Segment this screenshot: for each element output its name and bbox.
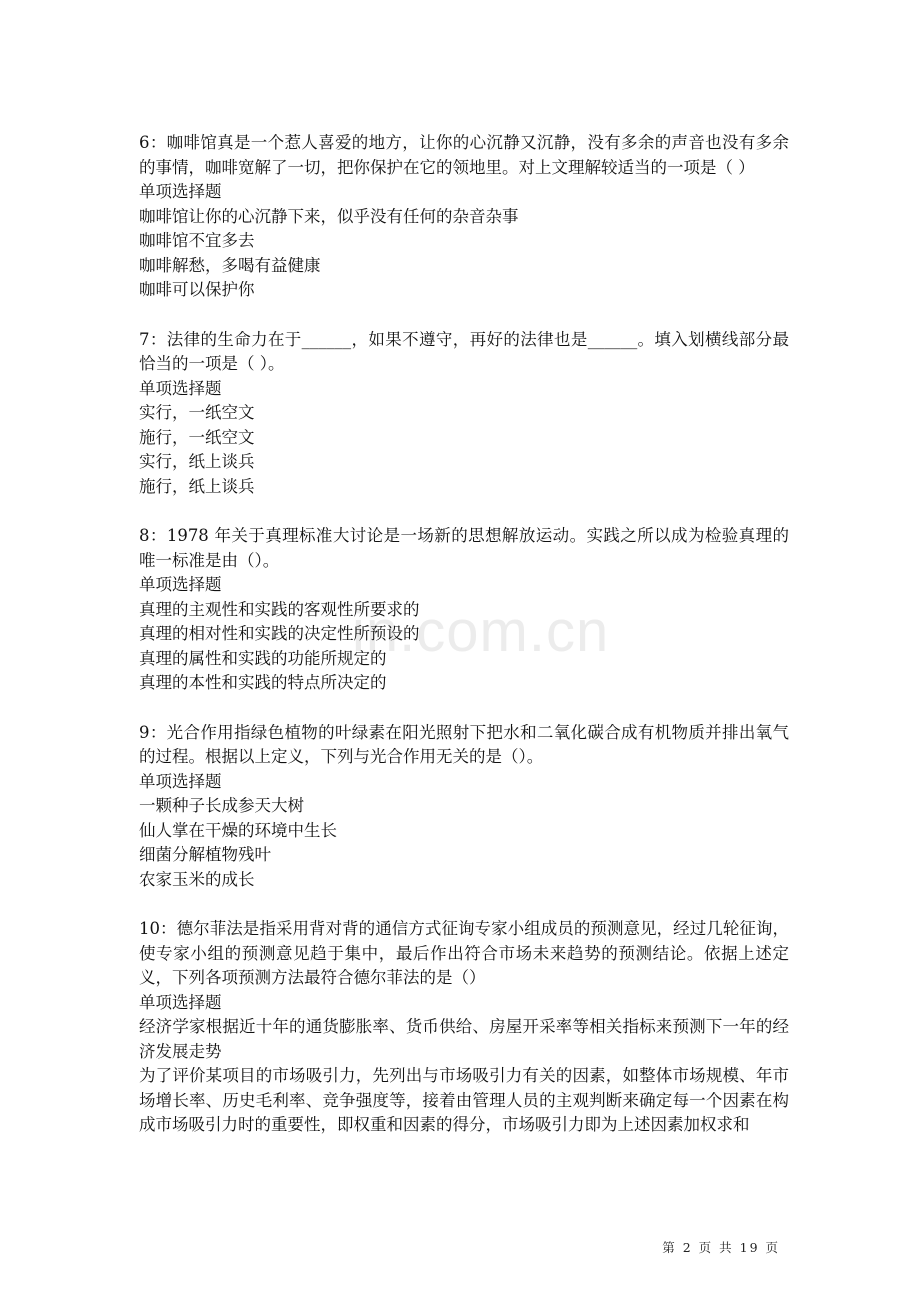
question-text: 10：德尔菲法是指采用背对背的通信方式征询专家小组成员的预测意见，经过几轮征询，使专家小组的预测意见趋于集中，最后作出符合市场未来趋势的预测结论。依据上述定义，下列各项预测方法最符合德尔菲法的是（） [139, 919, 789, 987]
option: 一颗种子长成参天大树 [139, 796, 304, 815]
question-text: 7：法律的生命力在于______，如果不遵守，再好的法律也是______。填入划横线部分最恰当的一项是（ ）。 [139, 329, 789, 373]
question-type: 单项选择题 [139, 182, 222, 201]
option: 真理的属性和实践的功能所规定的 [139, 648, 387, 668]
option: 实行，一纸空文 [139, 403, 255, 422]
option: 农家玉米的成长 [139, 869, 255, 889]
question-9 [139, 721, 789, 893]
option: 咖啡馆让你的心沉静下来，似乎没有任何的杂音杂事 [139, 206, 519, 226]
option: 施行，纸上谈兵 [139, 476, 255, 496]
option: 实行，纸上谈兵 [139, 452, 255, 471]
question-text: 8：1978 年关于真理标准大讨论是一场新的思想解放运动。实践之所以成为检验真理的唯一标准是由（）。 [139, 526, 789, 570]
option: 经济学家根据近十年的通货膨胀率、货币供给、房屋开采率等相关指标来预测下一年的经济发展走势 [139, 1017, 789, 1061]
watermark: in.com.cn [352, 599, 610, 664]
question-type: 单项选择题 [139, 771, 222, 791]
option: 为了评价某项目的市场吸引力，先列出与市场吸引力有关的因素，如整体市场规模、年市场增长率、历史毛利率、竞争强度等，接着由管理人员的主观判断来确定每一个因素在构成市场吸引力时的重要性，即权重和因素的得分，市场吸引力即为上述因素加权求和 [139, 1066, 789, 1134]
question-8 [139, 524, 789, 696]
page-number: 第 2 页 共 19 页 [662, 1240, 780, 1255]
option: 真理的相对性和实践的决定性所预设的 [139, 624, 420, 643]
question-text: 6：咖啡馆真是一个惹人喜爱的地方，让你的心沉静又沉静，没有多余的声音也没有多余的事情，咖啡宽解了一切，把你保护在它的领地里。对上文理解较适当的一项是（ ） [139, 133, 789, 177]
option: 施行，一纸空文 [139, 427, 255, 447]
question-type: 单项选择题 [139, 575, 222, 594]
question-type: 单项选择题 [139, 378, 222, 398]
question-type: 单项选择题 [139, 992, 222, 1012]
option: 细菌分解植物残叶 [139, 845, 271, 864]
option: 咖啡可以保护你 [139, 280, 255, 299]
option: 仙人掌在干燥的环境中生长 [139, 820, 337, 840]
option: 咖啡馆不宜多去 [139, 231, 255, 250]
question-6 [139, 131, 789, 303]
option: 真理的主观性和实践的客观性所要求的 [139, 599, 420, 619]
question-10 [139, 917, 789, 1138]
question-list [139, 131, 789, 1163]
question-text: 9：光合作用指绿色植物的叶绿素在阳光照射下把水和二氧化碳合成有机物质并排出氧气的过程。根据以上定义，下列与光合作用无关的是（）。 [139, 722, 789, 766]
question-7 [139, 328, 789, 500]
option: 咖啡解愁，多喝有益健康 [139, 255, 321, 275]
option: 真理的本性和实践的特点所决定的 [139, 673, 387, 692]
